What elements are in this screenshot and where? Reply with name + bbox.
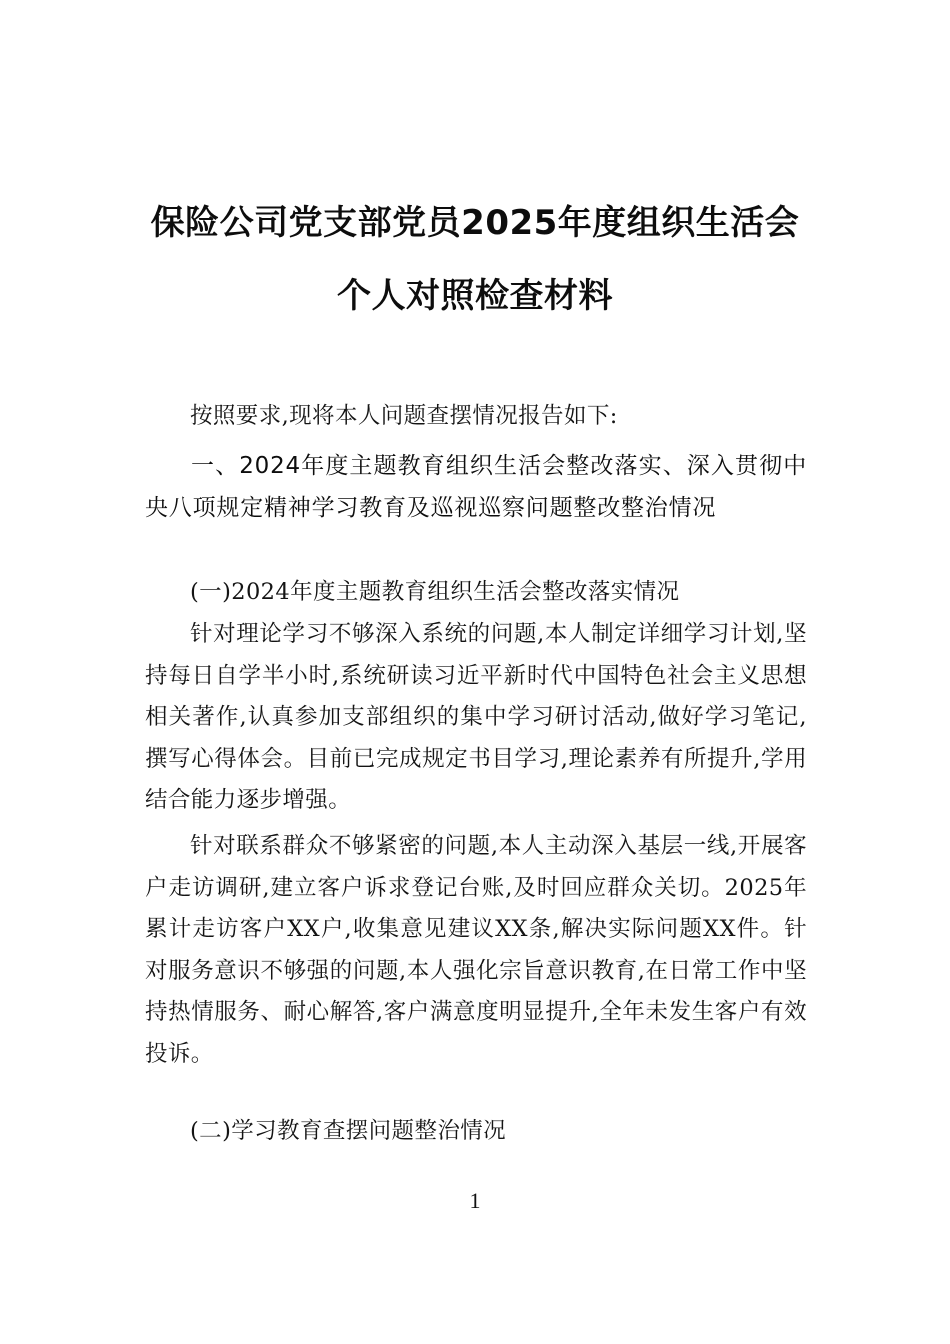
intro-paragraph: 按照要求,现将本人问题查摆情况报告如下: bbox=[190, 403, 618, 429]
body-paragraph-1: 针对理论学习不够深入系统的问题,本人制定详细学习计划,坚持每日自学半小时,系统研读习近平新时代中国特色社会主义思想相关著作,认真参加支部组织的集中学习研讨活动,做好学习笔记,撰写心得体会。目前已完成规定书目学习,理论素养有所提升,学用结合能力逐步增强。 bbox=[145, 621, 807, 813]
section-1-heading: 一、2024年度主题教育组织生活会整改落实、深入贯彻中央八项规定精神学习教育及巡视巡察问题整改整治情况 bbox=[145, 453, 807, 521]
subsection-1-heading: (一)2024年度主题教育组织生活会整改落实情况 bbox=[190, 579, 680, 605]
page-number: 1 bbox=[469, 1188, 481, 1213]
body-paragraph-2: 针对联系群众不够紧密的问题,本人主动深入基层一线,开展客户走访调研,建立客户诉求登记台账,及时回应群众关切。2025年累计走访客户XX户,收集意见建议XX条,解决实际问题XX件。针对服务意识不够强的问题,本人强化宗旨意识教育,在日常工作中坚持热情服务、耐心解答,客户满意度明显提升,全年未发生客户有效投诉。 bbox=[145, 833, 807, 1067]
document-title-line-2: 个人对照检查材料 bbox=[337, 276, 613, 316]
subsection-2-heading: (二)学习教育查摆问题整治情况 bbox=[190, 1118, 507, 1144]
document-title-line-1: 保险公司党支部党员2025年度组织生活会 bbox=[150, 203, 800, 243]
